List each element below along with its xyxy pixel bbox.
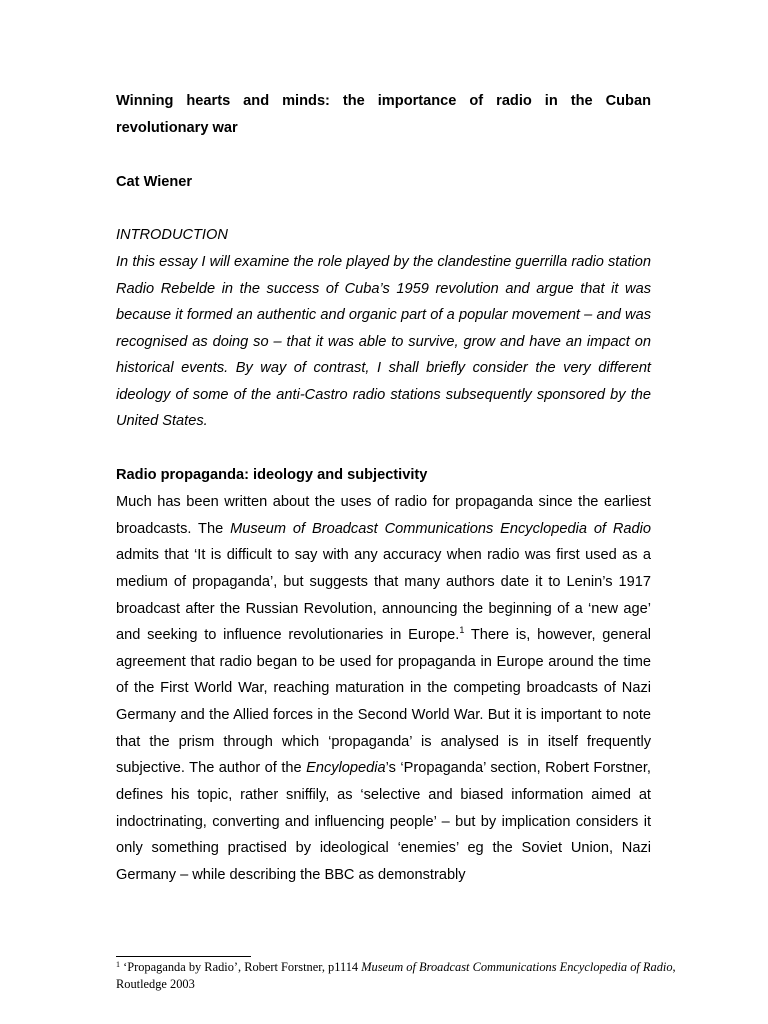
body-paragraph: [116, 489, 651, 888]
footnote-reference[interactable]: 1: [459, 625, 465, 636]
footnote-text: ‘Propaganda by Radio’, Robert Forstner, p1114: [120, 960, 362, 974]
body-text-1: Much has been written about the uses of radio for propaganda since the earliest broadcasts. The: [116, 494, 651, 537]
document-title: Winning hearts and minds: the importance of radio in the Cuban revolutionary war: [116, 93, 651, 136]
footnote-number: 1: [116, 960, 120, 969]
introduction-heading: INTRODUCTION: [116, 227, 228, 243]
body-text-4: ’s ‘Propaganda’ section, Robert Forstner, defines his topic, rather sniffily, as ‘selective and biased information aimed at indoctrinating, converting and influencing people’ – but by implication considers it only something practised by ideological ‘enemies’ eg the Soviet Union, Nazi Germany – while describing the BBC as demonstrably: [116, 760, 651, 883]
author-name: Cat Wiener: [116, 174, 193, 190]
section-heading: Radio propaganda: ideology and subjectivity: [116, 467, 428, 483]
encyclopedia-short-title: Encylopedia: [306, 760, 386, 777]
body-text-2: admits that ‘It is difficult to say with any accuracy when radio was first used as a medium of propaganda’, but suggests that many authors date it to Lenin’s 1917 broadcast after the Russian Revolution, announcing the beginning of a ‘new age’ and seeking to influence revolutionaries in Europe.: [116, 547, 651, 644]
footnote: [116, 959, 676, 993]
footnote-source-title: Museum of Broadcast Communications Encyclopedia of Radio: [361, 960, 673, 974]
body-text-3: There is, however, general agreement that radio began to be used for propaganda in Europe around the time of the First World War, reaching maturation in the competing broadcasts of Nazi Germany and the Allied forces in the Second World War. But it is important to note that the prism through which ‘propaganda’ is analysed is in itself frequently subjective. The author of the: [116, 627, 651, 777]
footnote-tail: , Routledge 2003: [116, 960, 676, 991]
encyclopedia-title: Museum of Broadcast Communications Encyclopedia of Radio: [230, 520, 651, 537]
introduction-paragraph: In this essay I will examine the role played by the clandestine guerrilla radio station Radio Rebelde in the success of Cuba’s 1959 revolution and argue that it was because it formed an authentic and organic part of a popular movement – and was recognised as doing so – that it was able to survive, grow and have an impact on historical events. By way of contrast, I shall briefly consider the very different ideology of some of the anti-Castro radio stations subsequently sponsored by the United States.: [116, 254, 651, 429]
footnote-divider: [116, 956, 251, 957]
